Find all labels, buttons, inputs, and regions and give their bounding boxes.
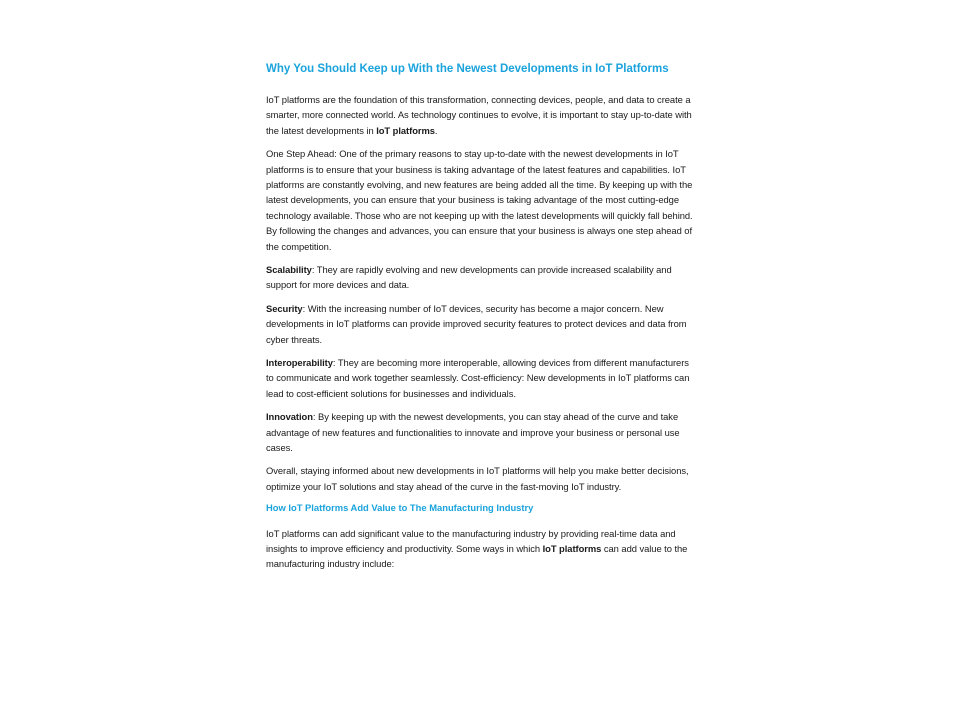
interoperability-text: : They are becoming more interoperable, allowing devices from different manufacturers to communicate and work together seamlessly. Cost-efficiency: New developments in IoT platforms can lead to cost-efficient solutions for businesses and individuals.: [266, 357, 690, 399]
innovation-text: : By keeping up with the newest developments, you can stay ahead of the curve and take advantage of new features and functionalities to innovate and improve your business or personal use cases.: [266, 411, 680, 454]
security-label: Security: [266, 302, 303, 314]
document-title: Why You Should Keep up With the Newest Developments in IoT Platforms: [266, 63, 669, 75]
overall-paragraph: Overall, staying informed about new developments in IoT platforms will help you make better decisions, optimize your IoT solutions and stay ahead of the curve in the fast-moving IoT industry.: [266, 465, 689, 492]
interoperability-label: Interoperability: [266, 357, 333, 369]
manufacturing-paragraph: [266, 526, 696, 572]
document-page: [266, 62, 696, 580]
intro-end: .: [434, 124, 438, 136]
intro-bold-term: IoT platforms: [376, 124, 435, 136]
manufacturing-bold-term: IoT platforms: [542, 542, 602, 554]
intro-paragraph: [266, 92, 696, 138]
scalability-label: Scalability: [266, 264, 312, 275]
one-step-ahead-paragraph: One Step Ahead: One of the primary reasons to stay up-to-date with the newest developments in IoT platforms is to ensure that your business is taking advantage of the latest features and capabilities. IoT platforms are constantly evolving, and new features are being added all the time. By keeping up with the latest developments, you can ensure that your business is taking advantage of the most cutting-edge technology available. Those who are not keeping up with the latest developments will quickly fall behind. By following the changes and advances, you can ensure that your business is always one step ahead of the competition.: [266, 148, 693, 252]
innovation-paragraph: [266, 409, 696, 455]
manufacturing-text: IoT platforms can add significant value to the manufacturing industry by providing real-time data and insights to improve efficiency and productivity. Some ways in which: [266, 527, 676, 554]
scalability-text: : They are rapidly evolving and new developments can provide increased scalability and support for more devices and data.: [266, 264, 672, 291]
scalability-paragraph: [266, 262, 696, 293]
intro-text: IoT platforms are the foundation of this transformation, connecting devices, people, and data to create a smarter, more connected world. As technology continues to evolve, it is important to stay up-to-date with the latest developments in: [266, 93, 692, 136]
manufacturing-end: can add value to the manufacturing industry include:: [266, 542, 688, 570]
interoperability-paragraph: [266, 355, 696, 401]
section-subtitle: How IoT Platforms Add Value to The Manufacturing Industry: [266, 502, 534, 514]
security-paragraph: [266, 301, 696, 347]
security-text: : With the increasing number of IoT devices, security has become a major concern. New developments in IoT platforms can provide improved security features to protect devices and data from cyber threats.: [266, 302, 687, 345]
innovation-label: Innovation: [266, 411, 313, 423]
